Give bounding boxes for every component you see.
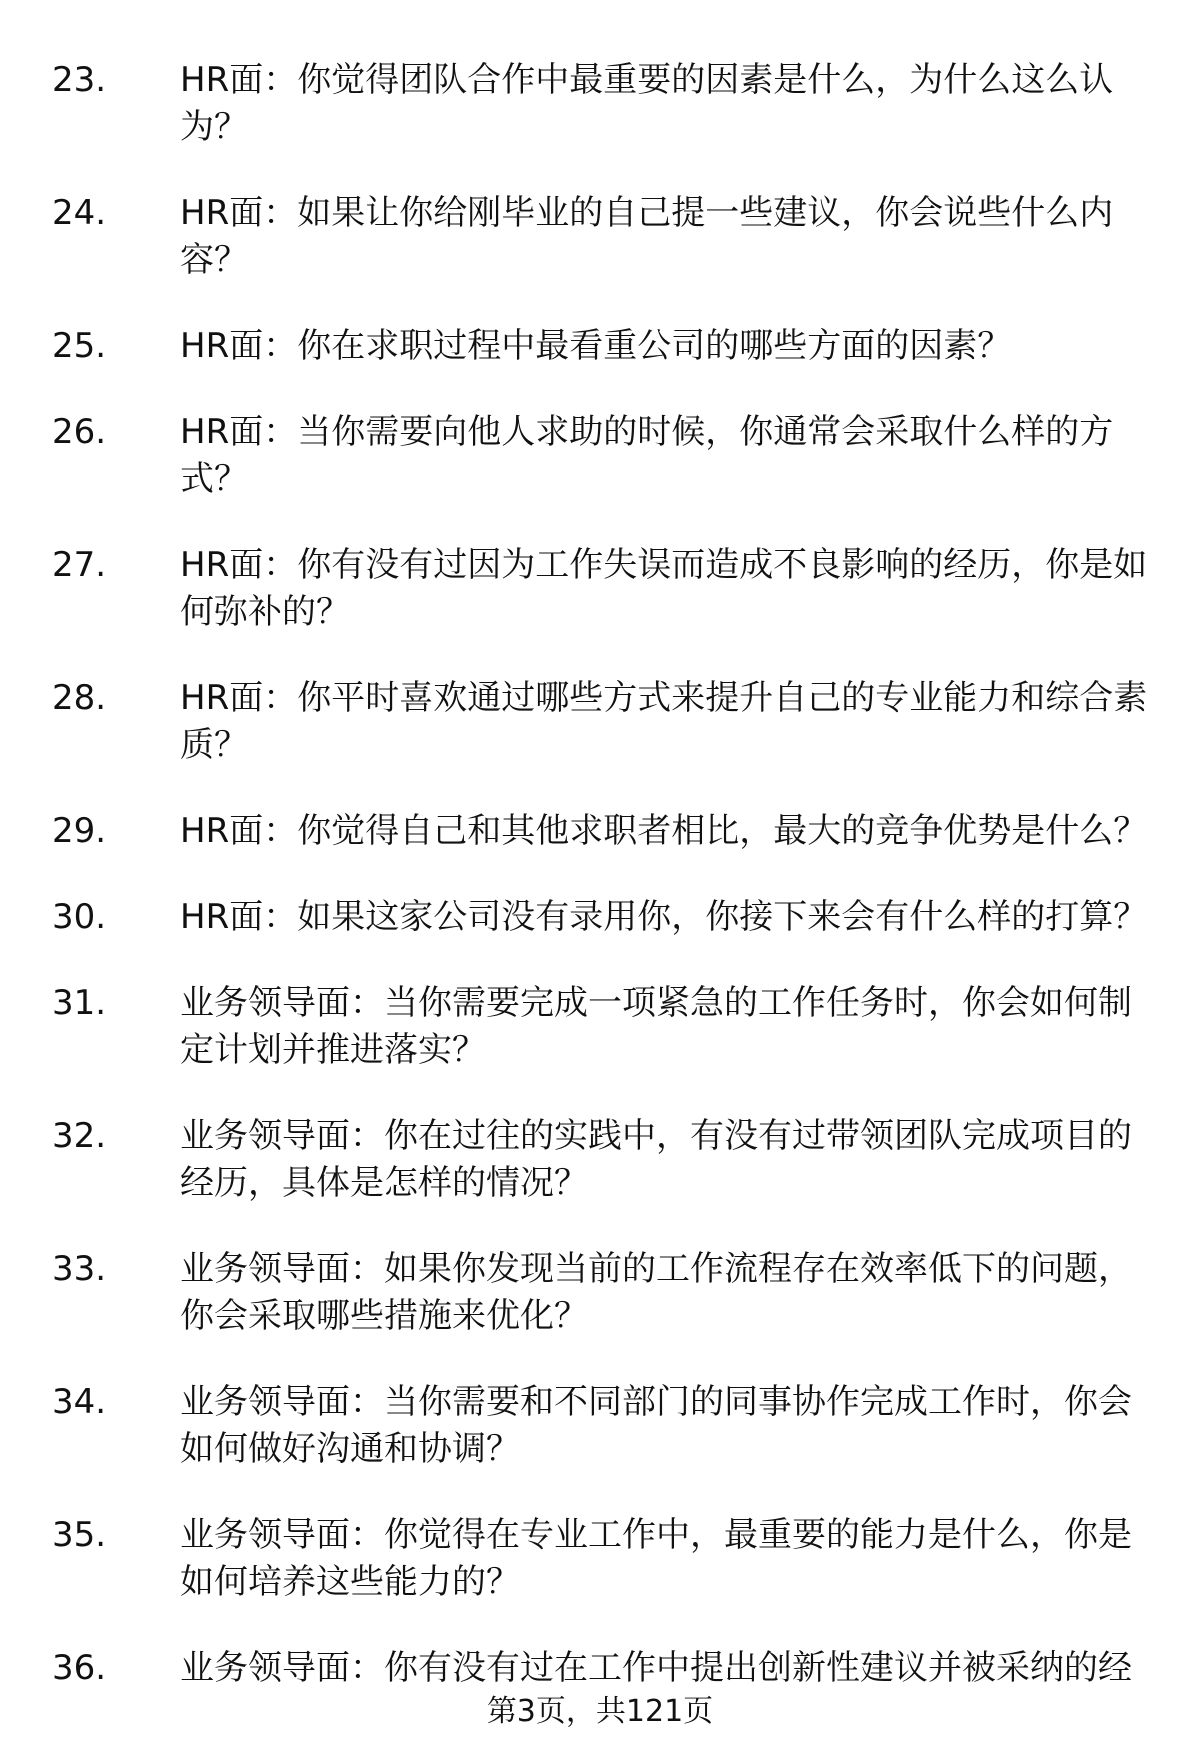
list-item (52, 894, 1162, 941)
list-item (52, 808, 1162, 855)
question-text: HR面：你有没有过因为工作失误而造成不良影响的经历，你是如何弥补的？ (180, 545, 1148, 632)
question-number: 33. (52, 1249, 107, 1289)
question-text: HR面：你在求职过程中最看重公司的哪些方面的因素？ (180, 326, 1012, 366)
question-text: HR面：你觉得团队合作中最重要的因素是什么，为什么这么认为？ (180, 60, 1114, 147)
question-text: 业务领导面：你在过往的实践中，有没有过带领团队完成项目的经历，具体是怎样的情况？ (180, 1116, 1132, 1203)
list-item (52, 980, 1162, 1074)
question-text: 业务领导面：当你需要和不同部门的同事协作完成工作时，你会如何做好沟通和协调？ (180, 1382, 1132, 1469)
list-item (52, 1246, 1162, 1340)
question-number: 24. (52, 193, 107, 233)
list-item (52, 1379, 1162, 1473)
question-number: 34. (52, 1382, 107, 1422)
question-number: 35. (52, 1515, 107, 1555)
question-text: 业务领导面：你有没有过在工作中提出创新性建议并被采纳的经 (180, 1648, 1132, 1688)
question-text: HR面：当你需要向他人求助的时候，你通常会采取什么样的方式？ (180, 412, 1114, 499)
question-number: 32. (52, 1116, 107, 1156)
list-item (52, 190, 1162, 284)
question-text: HR面：你觉得自己和其他求职者相比，最大的竞争优势是什么？ (180, 811, 1148, 851)
list-item (52, 1645, 1162, 1692)
list-item (52, 542, 1162, 636)
question-text: 业务领导面：如果你发现当前的工作流程存在效率低下的问题，你会采取哪些措施来优化？ (180, 1249, 1132, 1336)
question-text: HR面：如果让你给刚毕业的自己提一些建议，你会说些什么内容？ (180, 193, 1114, 280)
question-text: HR面：你平时喜欢通过哪些方式来提升自己的专业能力和综合素质？ (180, 678, 1148, 765)
question-number: 26. (52, 412, 107, 452)
question-text: HR面：如果这家公司没有录用你，你接下来会有什么样的打算？ (180, 897, 1148, 937)
question-number: 36. (52, 1648, 107, 1688)
list-item (52, 409, 1162, 503)
page-footer: 第3页，共121页 (486, 1694, 714, 1729)
list-item (52, 675, 1162, 769)
question-number: 25. (52, 326, 107, 366)
question-number: 29. (52, 811, 107, 851)
question-number: 30. (52, 897, 107, 937)
question-list (52, 57, 1162, 1731)
list-item (52, 1512, 1162, 1606)
question-number: 31. (52, 983, 107, 1023)
list-item (52, 57, 1162, 151)
question-number: 28. (52, 678, 107, 718)
question-text: 业务领导面：你觉得在专业工作中，最重要的能力是什么，你是如何培养这些能力的？ (180, 1515, 1132, 1602)
question-number: 27. (52, 545, 107, 585)
list-item (52, 1113, 1162, 1207)
list-item (52, 323, 1162, 370)
question-text: 业务领导面：当你需要完成一项紧急的工作任务时，你会如何制定计划并推进落实？ (180, 983, 1132, 1070)
question-number: 23. (52, 60, 107, 100)
